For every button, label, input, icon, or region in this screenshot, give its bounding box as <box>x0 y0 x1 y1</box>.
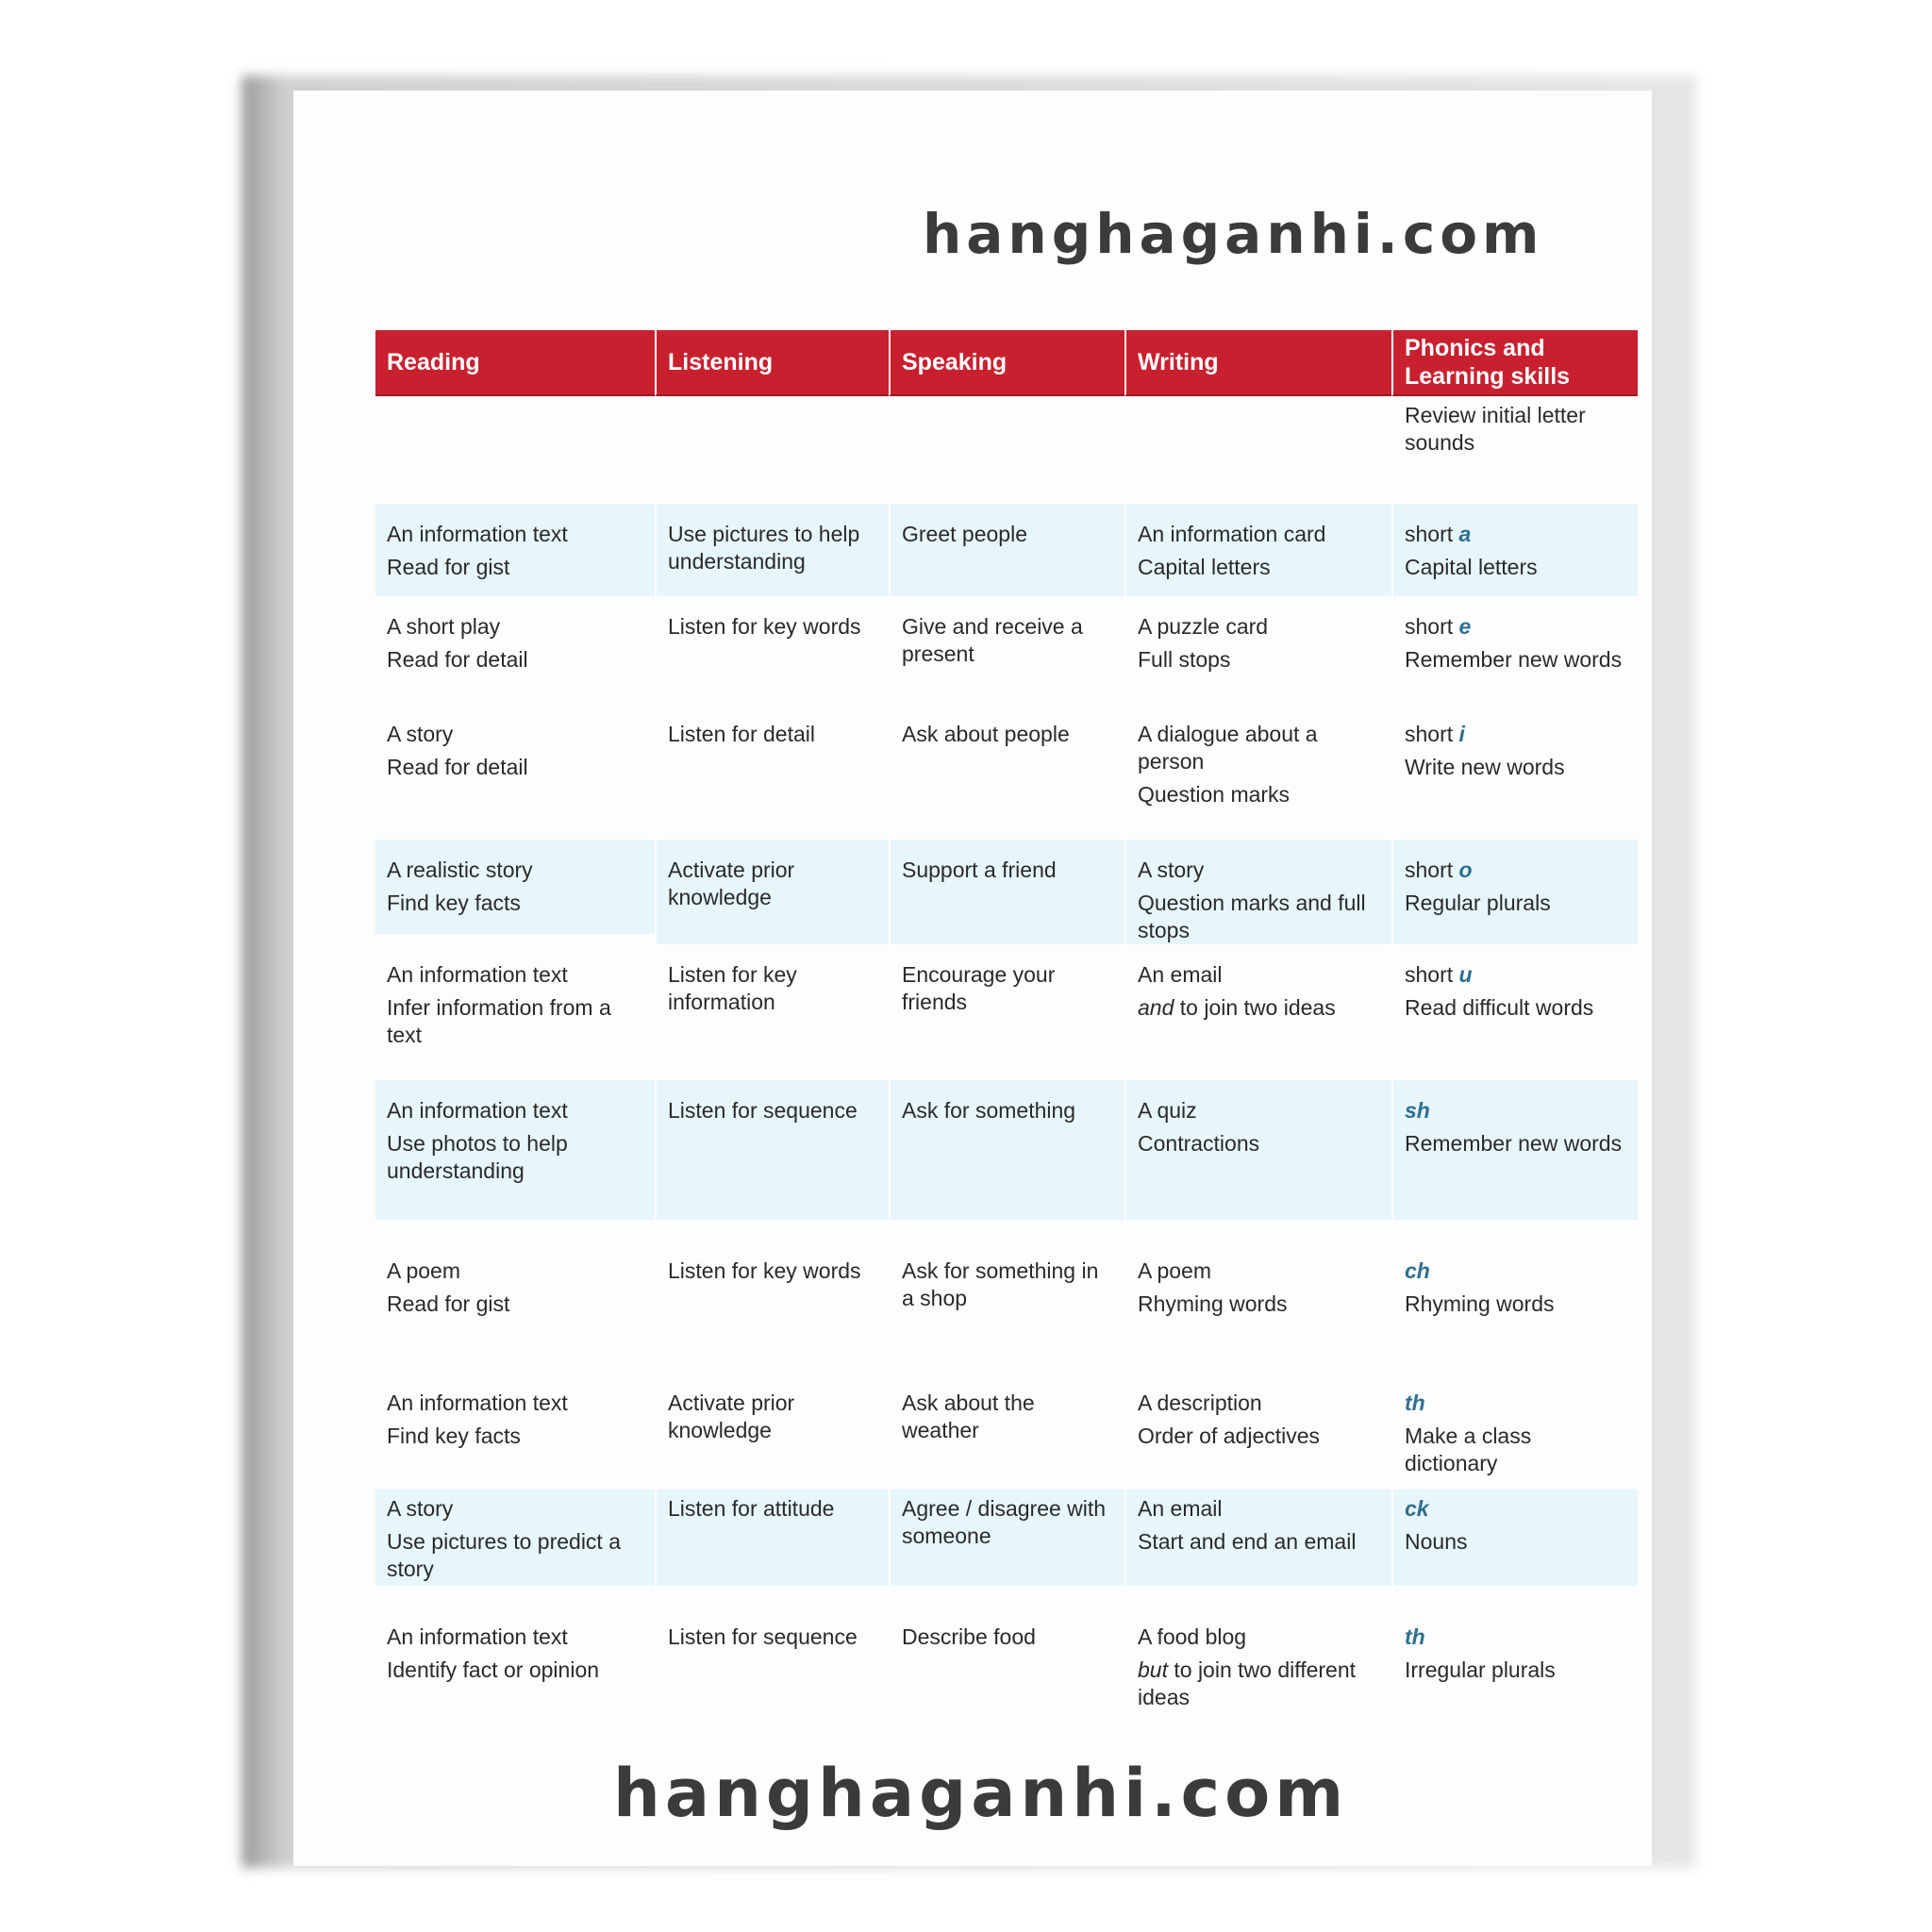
reading-text-type: An information text <box>387 522 568 546</box>
phonics-sound: th <box>1405 1624 1425 1649</box>
phonics-cell <box>1391 704 1638 840</box>
writing-cell <box>1124 1352 1391 1490</box>
writing-cell <box>1124 504 1391 596</box>
phonics-skill: Irregular plurals <box>1405 1657 1556 1682</box>
writing-text-type: A quiz <box>1138 1098 1197 1123</box>
listening-cell: Listen for sequence <box>655 1586 889 1718</box>
reading-cell <box>375 840 655 934</box>
phonics-sound: sh <box>1405 1098 1430 1123</box>
writing-cell <box>1124 396 1391 504</box>
phonics-cell <box>1391 1586 1638 1718</box>
reading-skill: Use photos to help understanding <box>387 1131 568 1183</box>
speaking-cell: Support a friend <box>889 840 1124 944</box>
phonics-skill: Review initial letter sounds <box>1405 403 1586 455</box>
listening-cell: Listen for key words <box>655 596 889 704</box>
listening-cell: Listen for sequence <box>655 1080 889 1220</box>
phonics-cell <box>1391 840 1638 944</box>
writing-cell <box>1124 1586 1391 1718</box>
writing-cell <box>1124 1220 1391 1352</box>
writing-text-type: An information card <box>1138 522 1326 546</box>
phonics-cell <box>1391 596 1638 704</box>
reading-text-type: A realistic story <box>387 858 533 882</box>
phonics-cell <box>1391 1352 1638 1490</box>
reading-text-type: A story <box>387 722 454 746</box>
speaking-cell <box>889 396 1124 504</box>
header-phonics: Phonics and Learning skills <box>1391 330 1638 396</box>
phonics-cell <box>1391 1080 1638 1220</box>
phonics-sound: short a <box>1405 522 1472 546</box>
reading-cell <box>375 396 655 504</box>
phonics-skill: Capital letters <box>1405 555 1538 579</box>
writing-skill: but to join two different ideas <box>1138 1657 1357 1709</box>
reading-cell <box>375 704 655 840</box>
speaking-cell: Describe food <box>889 1586 1124 1718</box>
writing-cell <box>1124 596 1391 704</box>
writing-text-type: A food blog <box>1138 1624 1247 1649</box>
reading-cell <box>375 1080 655 1220</box>
reading-text-type: An information text <box>387 1391 568 1415</box>
speaking-cell: Ask for something in a shop <box>889 1220 1124 1352</box>
speaking-cell: Ask about people <box>889 704 1124 840</box>
phonics-skill: Rhyming words <box>1405 1291 1555 1316</box>
writing-skill: Question marks <box>1138 782 1291 807</box>
reading-cell <box>375 1352 655 1490</box>
writing-text-type: A dialogue about a person <box>1138 722 1318 774</box>
listening-cell <box>655 396 889 504</box>
speaking-cell: Greet people <box>889 504 1124 596</box>
writing-skill: Capital letters <box>1138 555 1271 579</box>
reading-cell <box>375 1220 655 1352</box>
writing-skill: Rhyming words <box>1138 1291 1288 1316</box>
writing-cell <box>1124 944 1391 1080</box>
writing-text-type: A poem <box>1138 1258 1211 1283</box>
phonics-cell <box>1391 396 1638 504</box>
phonics-sound: short u <box>1405 962 1473 987</box>
reading-skill: Identify fact or opinion <box>387 1657 600 1682</box>
reading-skill: Read for detail <box>387 647 528 672</box>
writing-text-type: A puzzle card <box>1138 614 1269 639</box>
listening-cell: Activate prior knowledge <box>655 840 889 944</box>
reading-text-type: An information text <box>387 1098 568 1123</box>
header-listening: Listening <box>655 330 889 396</box>
listening-cell: Listen for key words <box>655 1220 889 1352</box>
reading-cell <box>375 504 655 596</box>
listening-cell: Use pictures to help understanding <box>655 504 889 596</box>
reading-skill: Find key facts <box>387 1424 521 1448</box>
reading-skill: Read for gist <box>387 555 510 579</box>
writing-skill: Full stops <box>1138 647 1231 672</box>
reading-skill: Read for gist <box>387 1291 510 1316</box>
writing-skill: Start and end an email <box>1138 1529 1357 1554</box>
phonics-sound: short o <box>1405 858 1473 882</box>
phonics-sound: short e <box>1405 614 1472 639</box>
writing-text-type: An email <box>1138 1496 1223 1521</box>
phonics-sound: short i <box>1405 722 1465 746</box>
reading-skill: Read for detail <box>387 755 528 779</box>
phonics-sound: ck <box>1405 1496 1429 1521</box>
phonics-sound: th <box>1405 1391 1425 1415</box>
writing-skill: Order of adjectives <box>1138 1424 1321 1448</box>
watermark-top: hanghaganhi.com <box>923 202 1544 266</box>
phonics-sound: ch <box>1405 1258 1430 1283</box>
header-writing: Writing <box>1124 330 1391 396</box>
phonics-cell <box>1391 1490 1638 1586</box>
reading-skill: Infer information from a text <box>387 995 611 1047</box>
reading-text-type: A short play <box>387 614 501 639</box>
reading-cell <box>375 1490 655 1586</box>
writing-cell <box>1124 1080 1391 1220</box>
header-speaking: Speaking <box>889 330 1124 396</box>
speaking-cell: Ask for something <box>889 1080 1124 1220</box>
listening-cell: Listen for attitude <box>655 1490 889 1586</box>
reading-text-type: A story <box>387 1496 454 1521</box>
phonics-cell <box>1391 1220 1638 1352</box>
speaking-cell: Give and receive a present <box>889 596 1124 704</box>
reading-skill: Find key facts <box>387 891 521 915</box>
speaking-cell: Agree / disagree with someone <box>889 1490 1124 1586</box>
writing-skill: Contractions <box>1138 1131 1260 1156</box>
writing-text-type: A description <box>1138 1391 1262 1415</box>
writing-skill: Question marks and full stops <box>1138 891 1366 942</box>
phonics-skill: Write new words <box>1405 755 1565 779</box>
speaking-cell: Encourage your friends <box>889 944 1124 1080</box>
phonics-skill: Nouns <box>1405 1529 1468 1554</box>
reading-cell <box>375 596 655 704</box>
listening-cell: Activate prior knowledge <box>655 1352 889 1490</box>
writing-cell <box>1124 1490 1391 1586</box>
writing-skill: and to join two ideas <box>1138 995 1336 1020</box>
phonics-cell <box>1391 944 1638 1080</box>
writing-cell <box>1124 704 1391 840</box>
reading-cell <box>375 944 655 1080</box>
phonics-skill: Read difficult words <box>1405 995 1594 1020</box>
watermark-bottom: hanghaganhi.com <box>613 1755 1349 1832</box>
writing-text-type: An email <box>1138 962 1223 987</box>
phonics-skill: Remember new words <box>1405 647 1623 672</box>
reading-text-type: A poem <box>387 1258 460 1283</box>
speaking-cell: Ask about the weather <box>889 1352 1124 1490</box>
listening-cell: Listen for detail <box>655 704 889 840</box>
phonics-skill: Regular plurals <box>1405 891 1551 915</box>
listening-cell: Listen for key information <box>655 944 889 1080</box>
reading-text-type: An information text <box>387 962 568 987</box>
header-reading: Reading <box>375 330 655 396</box>
reading-cell <box>375 1586 655 1718</box>
phonics-skill: Remember new words <box>1405 1131 1623 1156</box>
syllabus-table <box>375 330 1638 1718</box>
writing-cell <box>1124 840 1391 944</box>
phonics-cell <box>1391 504 1638 596</box>
reading-skill: Use pictures to predict a story <box>387 1529 622 1581</box>
phonics-skill: Make a class dictionary <box>1405 1424 1532 1475</box>
reading-text-type: An information text <box>387 1624 568 1649</box>
writing-text-type: A story <box>1138 858 1205 882</box>
